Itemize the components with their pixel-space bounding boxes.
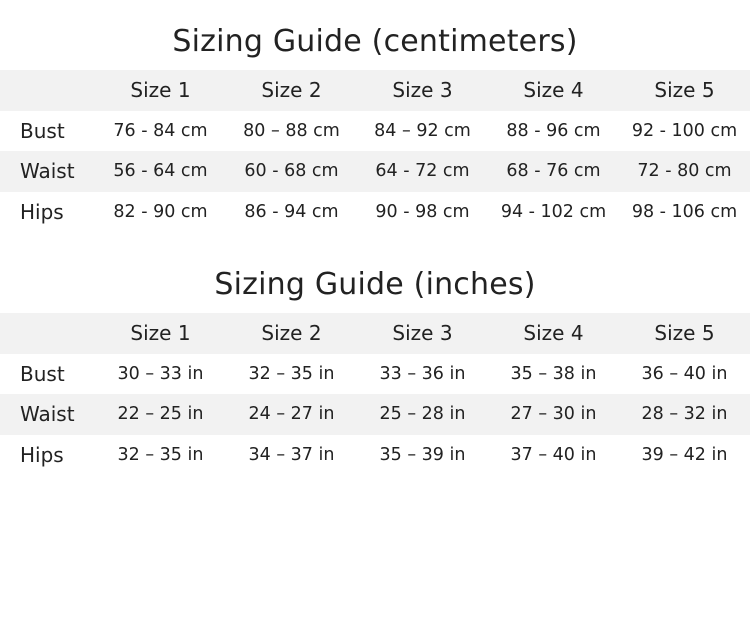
table-cell: 72 - 80 cm <box>637 161 732 182</box>
corner-cell <box>0 313 95 354</box>
table-cell: 84 – 92 cm <box>374 120 471 141</box>
column-header: Size 4 <box>523 321 584 346</box>
table-cell: 88 - 96 cm <box>506 120 601 141</box>
table-row <box>0 354 750 395</box>
table-cell: 92 - 100 cm <box>631 120 738 141</box>
column-header: Size 4 <box>523 78 584 103</box>
table-cell: 24 – 27 in <box>248 404 335 425</box>
row-label: Hips <box>20 199 64 224</box>
row-label: Bust <box>20 118 65 143</box>
table-cell: 30 – 33 in <box>117 363 204 384</box>
column-header: Size 2 <box>261 78 322 103</box>
table-cell: 86 - 94 cm <box>244 201 339 222</box>
corner-cell <box>0 70 95 111</box>
table-cell: 60 - 68 cm <box>244 161 339 182</box>
sizing-guide-in <box>0 263 750 475</box>
table-row <box>0 151 750 192</box>
table-cell: 32 – 35 in <box>248 363 335 384</box>
table-cell: 76 - 84 cm <box>113 120 208 141</box>
table-row <box>0 435 750 476</box>
row-label: Waist <box>20 159 75 184</box>
column-header: Size 2 <box>261 321 322 346</box>
row-label: Bust <box>20 361 65 386</box>
table-cell: 25 – 28 in <box>379 404 466 425</box>
sizing-table <box>0 313 750 475</box>
table-cell: 94 - 102 cm <box>500 201 607 222</box>
table-row <box>0 394 750 435</box>
column-header: Size 5 <box>654 78 715 103</box>
table-cell: 35 – 39 in <box>379 444 466 465</box>
header-row <box>0 313 750 354</box>
table-cell: 64 - 72 cm <box>375 161 470 182</box>
column-header: Size 3 <box>392 78 453 103</box>
table-cell: 68 - 76 cm <box>506 161 601 182</box>
table-cell: 32 – 35 in <box>117 444 204 465</box>
table-cell: 35 – 38 in <box>510 363 597 384</box>
table-cell: 22 – 25 in <box>117 404 204 425</box>
sizing-guide-cm <box>0 20 750 232</box>
table-cell: 28 – 32 in <box>641 404 728 425</box>
table-cell: 56 - 64 cm <box>113 161 208 182</box>
table-title: Sizing Guide (centimeters) <box>172 24 578 59</box>
column-header: Size 1 <box>130 78 191 103</box>
sizing-table <box>0 70 750 232</box>
table-cell: 80 – 88 cm <box>243 120 340 141</box>
table-cell: 82 - 90 cm <box>113 201 208 222</box>
header-row <box>0 70 750 111</box>
table-cell: 39 – 42 in <box>641 444 728 465</box>
table-row <box>0 192 750 233</box>
table-title: Sizing Guide (inches) <box>214 267 536 302</box>
table-cell: 98 - 106 cm <box>631 201 738 222</box>
row-label: Waist <box>20 402 75 427</box>
column-header: Size 3 <box>392 321 453 346</box>
table-cell: 90 - 98 cm <box>375 201 470 222</box>
table-cell: 34 – 37 in <box>248 444 335 465</box>
table-cell: 37 – 40 in <box>510 444 597 465</box>
table-cell: 36 – 40 in <box>641 363 728 384</box>
column-header: Size 5 <box>654 321 715 346</box>
table-cell: 33 – 36 in <box>379 363 466 384</box>
column-header: Size 1 <box>130 321 191 346</box>
row-label: Hips <box>20 442 64 467</box>
table-row <box>0 111 750 152</box>
table-cell: 27 – 30 in <box>510 404 597 425</box>
